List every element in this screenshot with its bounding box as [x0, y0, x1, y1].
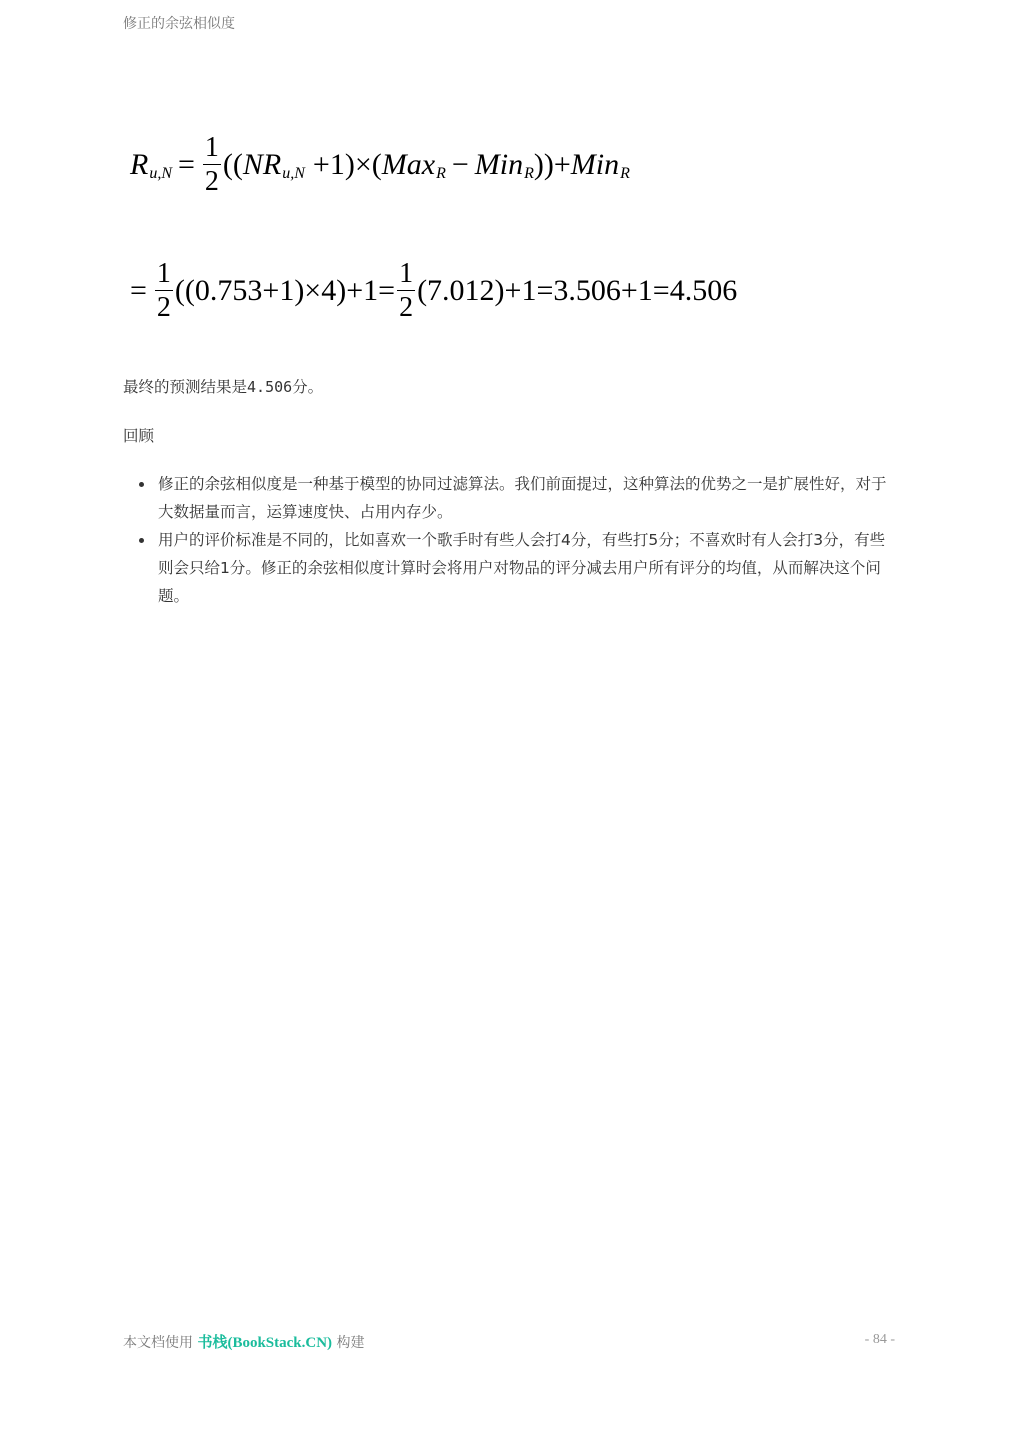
review-list	[136, 470, 888, 610]
result-suffix: 分。	[292, 378, 324, 396]
footer-suffix: 构建	[332, 1335, 365, 1351]
fraction-numerator: 1	[399, 258, 414, 289]
fraction-denominator: 2	[204, 166, 219, 197]
list-item	[136, 526, 888, 610]
formula-equals: =	[178, 148, 195, 181]
formula-calc-fraction-2	[397, 260, 415, 322]
formula-calculation	[130, 260, 737, 322]
list-item-text: 用户的评价标准是不同的，比如喜欢一个歌手时有些人会打4分，有些打5分；不喜欢时有人会打3分，有些则会只给1分。修正的余弦相似度计算时会将用户对物品的评分减去用户所有评分的均值，从而解决这个问题。	[158, 531, 886, 605]
formula-nr-subscript: u,N	[282, 165, 305, 182]
review-heading: 回顾	[123, 427, 155, 445]
formula-plus-one: +1)×(	[312, 148, 382, 181]
formula-min-final: Min	[570, 148, 620, 181]
result-value: 4.506	[247, 378, 293, 396]
result-paragraph	[123, 375, 323, 397]
page-number: - 84 -	[864, 1332, 895, 1347]
formula-calc-part-2: (7.012)+1=3.506+1=4.506	[417, 274, 738, 307]
fraction-numerator: 1	[204, 132, 219, 163]
formula-calc-part-1: ((0.753+1)×4)+1=	[174, 274, 396, 307]
result-prefix: 最终的预测结果是	[123, 378, 248, 396]
formula-open-paren: ((	[222, 148, 243, 181]
list-item-text: 修正的余弦相似度是一种基于模型的协同过滤算法。我们前面提过，这种算法的优势之一是扩展性好，对于大数据量而言，运算速度快、占用内存少。	[158, 475, 887, 521]
formula-close-paren: ))+	[533, 148, 571, 181]
formula-calc-fraction-1	[155, 260, 173, 322]
formula-lhs: R	[130, 148, 149, 181]
formula-minus: −	[451, 148, 469, 181]
formula-nr: NR	[242, 148, 282, 181]
list-item	[136, 470, 888, 526]
formula-max: Max	[381, 148, 436, 181]
running-header: 修正的余弦相似度	[123, 16, 235, 32]
footer	[123, 1331, 365, 1352]
bullet-icon	[139, 538, 144, 543]
formula-min-final-subscript: R	[620, 165, 630, 182]
bullet-icon	[139, 482, 144, 487]
footer-prefix: 本文档使用	[123, 1335, 198, 1351]
formula-lhs-subscript: u,N	[149, 165, 172, 182]
formula-calc-equals: =	[130, 274, 147, 307]
formula-min: Min	[474, 148, 524, 181]
fraction-denominator: 2	[399, 292, 414, 323]
formula-definition	[130, 134, 630, 196]
formula-fraction-half	[203, 134, 221, 196]
formula-min-subscript: R	[524, 165, 534, 182]
formula-max-subscript: R	[436, 165, 446, 182]
fraction-denominator: 2	[156, 292, 171, 323]
footer-brand-link[interactable]: 书栈(BookStack.CN)	[197, 1335, 333, 1351]
fraction-numerator: 1	[156, 258, 171, 289]
